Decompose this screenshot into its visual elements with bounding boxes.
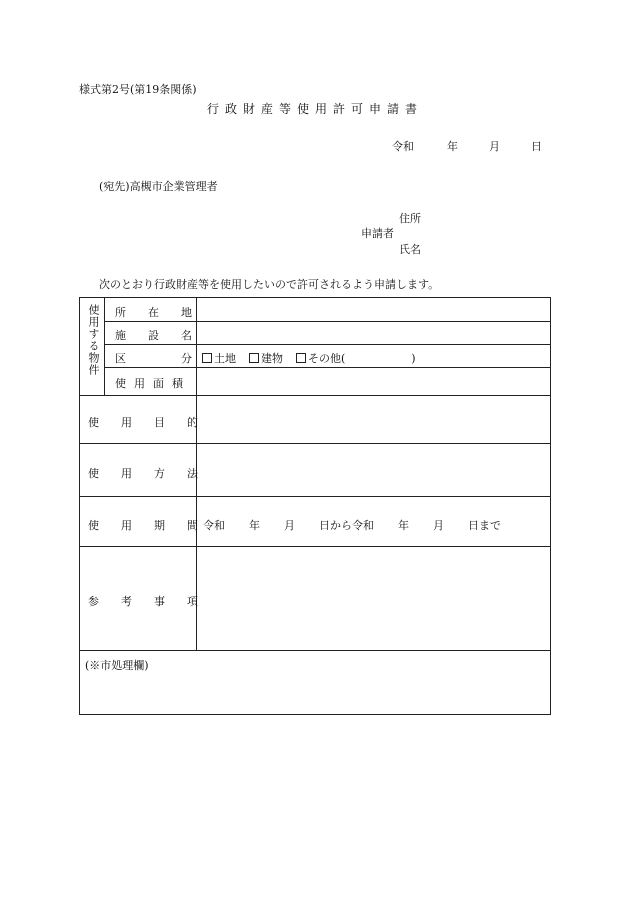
date-era: 令和 [392,140,414,153]
row-divider [104,344,550,345]
property-group-label: 使用する物件 [87,304,100,376]
period-era-start: 令和 [203,519,225,532]
other-option-label: その他( [308,352,346,365]
period-year-start: 年 [249,519,260,532]
label-char: 間 [187,519,198,532]
label-char: 項 [187,595,198,608]
label-char: 所 [115,306,126,319]
office-use-label: (※市処理欄) [85,659,149,672]
location-label [115,304,192,320]
row-divider [80,496,550,497]
label-char: 考 [121,595,132,608]
label-char: 用 [121,467,132,480]
label-char: 使 [115,377,126,390]
period-text [203,517,501,533]
label-char: 事 [154,595,165,608]
row-divider [80,546,550,547]
row-divider [80,650,550,651]
label-char: 目 [154,416,165,429]
intro-statement: 次のとおり行政財産等を使用したいので許可されるよう申請します。 [99,278,440,291]
applicant-label: 申請者 [361,227,394,240]
facility-label [115,327,192,343]
category-label [115,350,192,366]
date-line [392,138,542,154]
label-char: 積 [172,377,183,390]
other-option-close: ) [411,352,416,365]
application-table [79,297,551,715]
area-label [115,375,183,391]
period-month-start: 月 [284,519,295,532]
document-title: 行政財産等使用許可申請書 [206,102,423,116]
category-options [202,350,416,366]
date-year: 年 [447,140,458,153]
row-divider [104,367,550,368]
label-char: 使 [88,416,99,429]
label-char: 法 [187,467,198,480]
label-char: 用 [121,416,132,429]
label-char: 使 [88,467,99,480]
date-month: 月 [489,140,500,153]
label-char: 的 [187,416,198,429]
row-divider [104,321,550,322]
label-char: 名 [181,329,192,342]
purpose-label [88,414,198,430]
label-char: 区 [115,352,126,365]
label-char: 方 [154,467,165,480]
label-char: 参 [88,595,99,608]
land-option-label: 土地 [214,352,236,365]
address-label: 住所 [399,212,421,225]
label-char: 期 [154,519,165,532]
form-number: 様式第2号(第19条関係) [79,83,197,96]
label-char: 在 [148,306,159,319]
period-day-until: 日まで [468,519,501,532]
building-checkbox[interactable] [249,353,259,363]
label-char: 用 [121,519,132,532]
building-option-label: 建物 [261,352,283,365]
label-char: 用 [134,377,145,390]
period-month-end: 月 [433,519,444,532]
row-divider [80,443,550,444]
label-char: 面 [153,377,164,390]
remarks-label [88,593,198,609]
period-day-from: 日から令和 [319,519,374,532]
label-char: 施 [115,329,126,342]
period-year-end: 年 [398,519,409,532]
name-label: 氏名 [399,243,421,256]
other-checkbox[interactable] [296,353,306,363]
label-char: 地 [181,306,192,319]
label-char: 設 [148,329,159,342]
land-checkbox[interactable] [202,353,212,363]
period-label [88,517,198,533]
date-day: 日 [531,140,542,153]
column-divider [104,298,105,395]
label-char: 使 [88,519,99,532]
method-label [88,465,198,481]
label-char: 分 [181,352,192,365]
row-divider [80,395,550,396]
addressee: (宛先)高槻市企業管理者 [99,180,218,193]
